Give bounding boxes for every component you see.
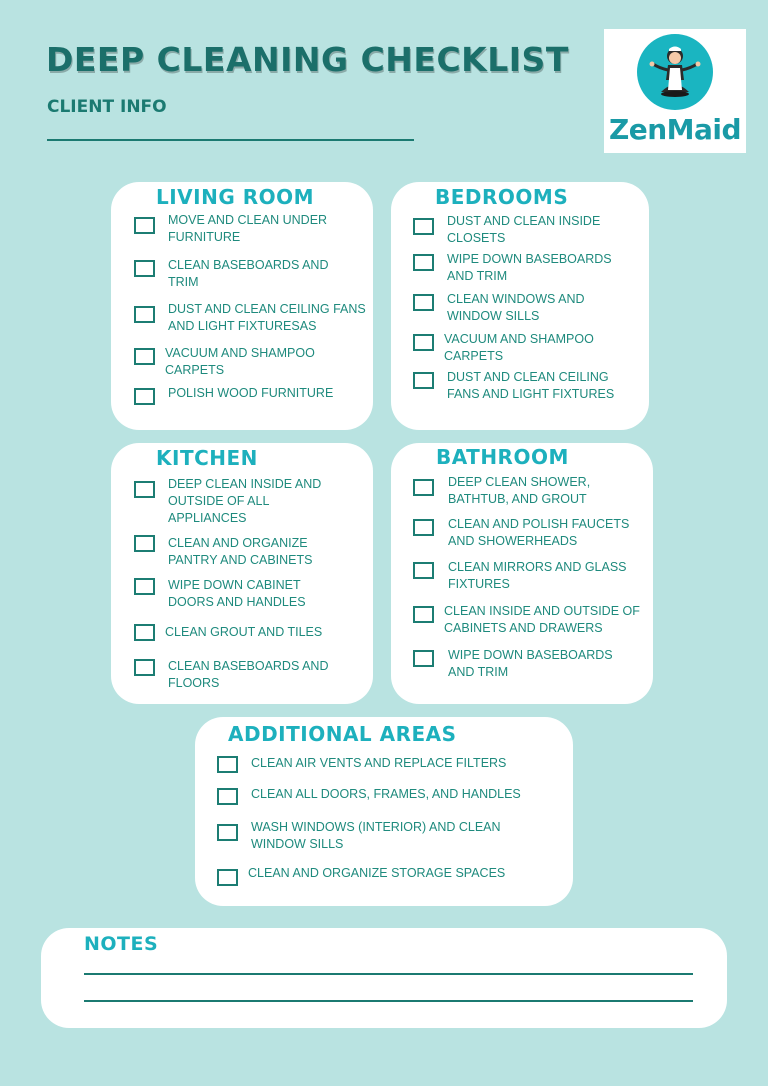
checklist-item-label: CLEAN AIR VENTS AND REPLACE FILTERS bbox=[251, 756, 507, 770]
checklist-item-label: WIPE DOWN BASEBOARDS AND TRIM bbox=[447, 252, 612, 283]
checkbox[interactable] bbox=[413, 479, 434, 496]
checkbox[interactable] bbox=[134, 624, 155, 641]
checklist-item-label: CLEAN AND ORGANIZE STORAGE SPACES bbox=[248, 866, 506, 880]
checkbox[interactable] bbox=[413, 218, 434, 235]
checkbox[interactable] bbox=[134, 535, 155, 552]
additional-areas-title: ADDITIONAL AREAS bbox=[228, 722, 457, 746]
checklist-item-label: CLEAN MIRRORS AND GLASS FIXTURES bbox=[448, 560, 627, 591]
checklist-item-label: MOVE AND CLEAN UNDER FURNITURE bbox=[168, 213, 328, 244]
zenmaid-logo bbox=[604, 29, 746, 153]
checkbox[interactable] bbox=[413, 606, 434, 623]
checklist-item-label: VACUUM AND SHAMPOO CARPETS bbox=[444, 332, 594, 363]
checkbox[interactable] bbox=[413, 294, 434, 311]
checkbox[interactable] bbox=[413, 650, 434, 667]
checklist-item-label: DEEP CLEAN INSIDE AND OUTSIDE OF ALL APPLIANCES bbox=[168, 477, 322, 525]
checkbox[interactable] bbox=[134, 348, 155, 365]
checkbox[interactable] bbox=[217, 869, 238, 886]
client-info-input-line[interactable] bbox=[47, 139, 414, 141]
page-title: DEEP CLEANING CHECKLIST bbox=[46, 40, 569, 79]
client-info-label: CLIENT INFO bbox=[47, 97, 167, 117]
checklist-item-label: CLEAN ALL DOORS, FRAMES, AND HANDLES bbox=[251, 787, 521, 801]
checkbox[interactable] bbox=[217, 788, 238, 805]
checklist-item-label: CLEAN AND POLISH FAUCETS AND SHOWERHEADS bbox=[448, 517, 630, 548]
kitchen-card bbox=[111, 443, 373, 704]
checklist-item-label: WASH WINDOWS (INTERIOR) AND CLEAN WINDOW SILLS bbox=[251, 820, 501, 851]
checkbox[interactable] bbox=[134, 659, 155, 676]
additional-areas-card bbox=[195, 717, 573, 906]
checkbox[interactable] bbox=[134, 306, 155, 323]
bedrooms-title: BEDROOMS bbox=[435, 185, 569, 209]
checkbox[interactable] bbox=[413, 372, 434, 389]
checklist-item-label: CLEAN WINDOWS AND WINDOW SILLS bbox=[447, 292, 585, 323]
notes-title: NOTES bbox=[84, 933, 159, 955]
checklist-item-label: VACUUM AND SHAMPOO CARPETS bbox=[165, 346, 315, 377]
checkbox[interactable] bbox=[217, 824, 238, 841]
checkbox[interactable] bbox=[217, 756, 238, 773]
living-room-title: LIVING ROOM bbox=[156, 185, 315, 209]
checklist-item-label: CLEAN BASEBOARDS AND TRIM bbox=[168, 258, 329, 289]
checklist-item-label: CLEAN BASEBOARDS AND FLOORS bbox=[168, 659, 329, 690]
checkbox[interactable] bbox=[413, 254, 434, 271]
living-room-card bbox=[111, 182, 373, 430]
bathroom-card bbox=[391, 443, 653, 704]
notes-line[interactable] bbox=[84, 1000, 693, 1002]
checklist-item-label: CLEAN GROUT AND TILES bbox=[165, 625, 323, 639]
kitchen-title: KITCHEN bbox=[156, 446, 258, 470]
checklist-item-label: DEEP CLEAN SHOWER, BATHTUB, AND GROUT bbox=[448, 475, 591, 506]
checklist-item-label: CLEAN AND ORGANIZE PANTRY AND CABINETS bbox=[168, 536, 313, 567]
checkbox[interactable] bbox=[134, 481, 155, 498]
checkbox[interactable] bbox=[134, 578, 155, 595]
checklist-item-label: WIPE DOWN BASEBOARDS AND TRIM bbox=[448, 648, 613, 679]
checklist-item-label: DUST AND CLEAN CEILING FANS AND LIGHT FIXTURESAS bbox=[168, 302, 366, 333]
checkbox[interactable] bbox=[134, 260, 155, 277]
notes-line[interactable] bbox=[84, 973, 693, 975]
checklist-item-label: POLISH WOOD FURNITURE bbox=[168, 386, 334, 400]
notes-card bbox=[41, 928, 727, 1028]
checklist-item-label: DUST AND CLEAN INSIDE CLOSETS bbox=[447, 214, 601, 245]
checklist-item-label: CLEAN INSIDE AND OUTSIDE OF CABINETS AND DRAWERS bbox=[444, 604, 640, 635]
logo-brand-text: ZenMaid bbox=[608, 113, 742, 146]
checkbox[interactable] bbox=[413, 334, 434, 351]
bedrooms-card bbox=[391, 182, 649, 430]
bathroom-title: BATHROOM bbox=[436, 445, 569, 469]
checkbox[interactable] bbox=[134, 217, 155, 234]
checkbox[interactable] bbox=[413, 519, 434, 536]
checkbox[interactable] bbox=[413, 562, 434, 579]
maid-mascot-icon bbox=[637, 34, 713, 110]
checkbox[interactable] bbox=[134, 388, 155, 405]
checklist-item-label: WIPE DOWN CABINET DOORS AND HANDLES bbox=[168, 578, 306, 609]
checklist-item-label: DUST AND CLEAN CEILING FANS AND LIGHT FIXTURES bbox=[447, 370, 615, 401]
